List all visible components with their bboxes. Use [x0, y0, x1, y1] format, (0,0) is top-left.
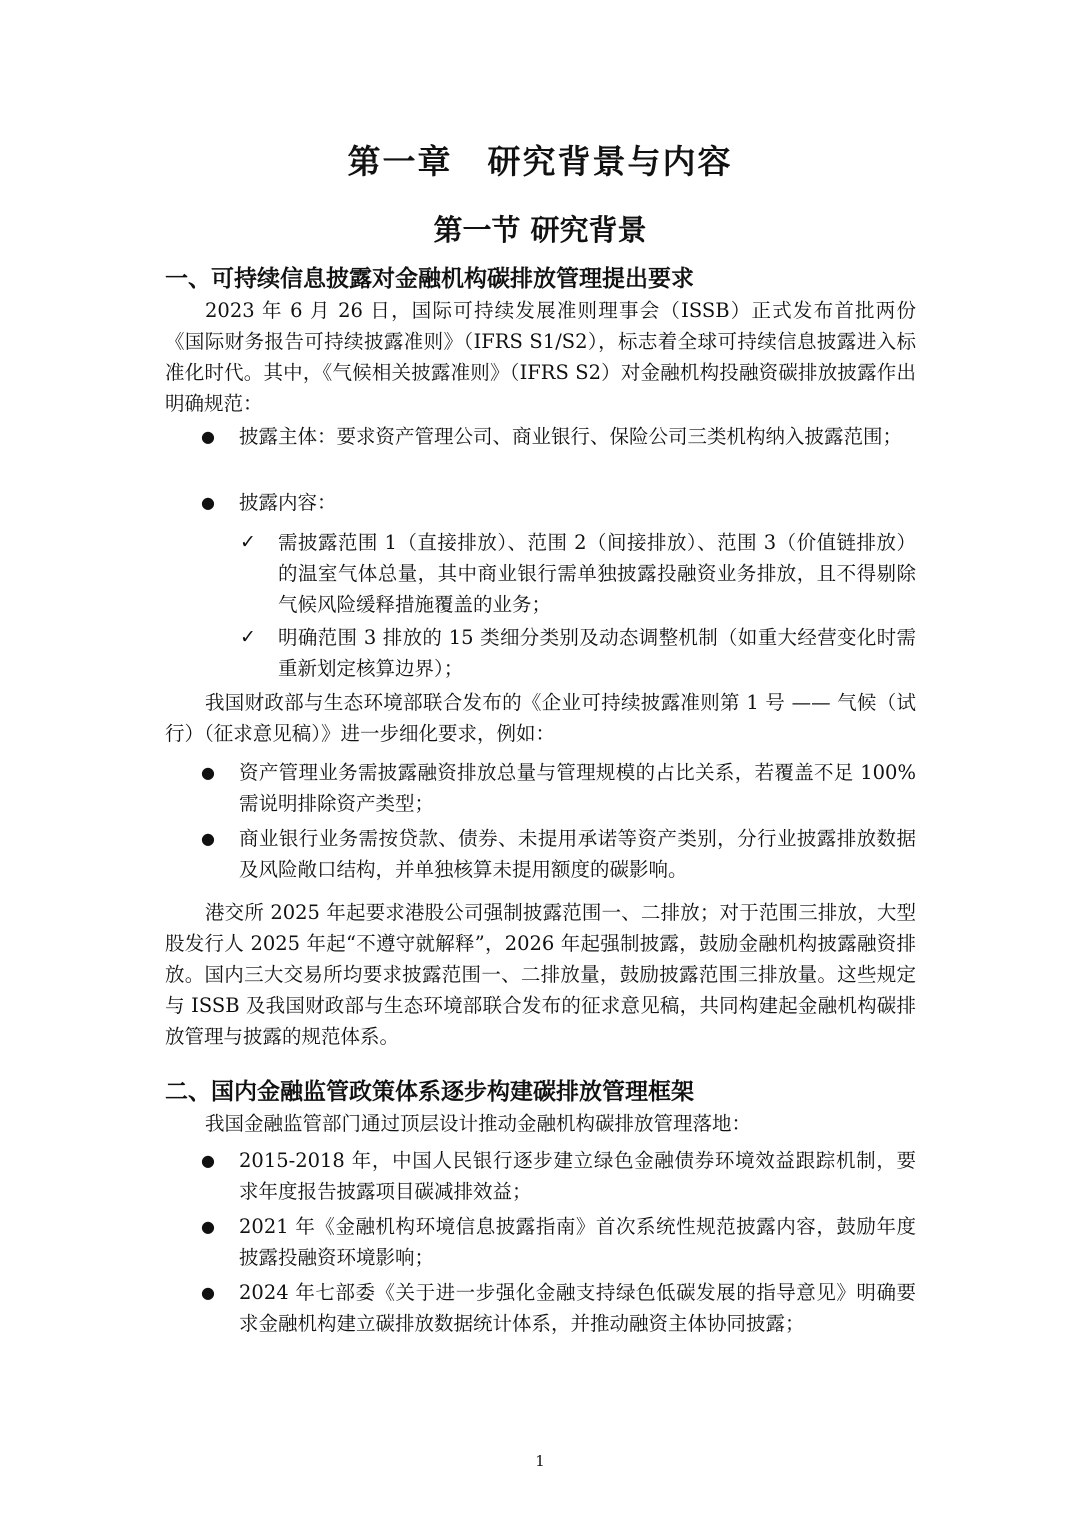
check-item [240, 527, 916, 620]
bullet-text: 2021 年《金融机构环境信息披露指南》首次系统性规范披露内容，鼓励年度披露投融资环境影响； [239, 1215, 916, 1269]
paragraph-1: 2023 年 6 月 26 日，国际可持续发展准则理事会（ISSB）正式发布首批两份《国际财务报告可持续披露准则》（IFRS S1/S2），标志着全球可持续信息披露进入标准化时代。其中，《气候相关披露准则》（IFRS S2）对金融机构投融资碳排放披露作出明确规范： [165, 299, 916, 415]
checkmark-icon: ✓ [240, 626, 256, 648]
bullet-text: 披露内容： [239, 491, 337, 514]
bullet-item [201, 823, 916, 885]
check-text: 需披露范围 1（直接排放）、范围 2（间接排放）、范围 3（价值链排放）的温室气体总量，其中商业银行需单独披露投融资业务排放，且不得剔除气候风险缓释措施覆盖的业务； [278, 531, 916, 616]
section-title: 第一节 研究背景 [433, 213, 647, 247]
bullet-icon: ● [201, 763, 215, 782]
bullet-text: 资产管理业务需披露融资排放总量与管理规模的占比关系，若覆盖不足 100% 需说明排除资产类型； [239, 761, 916, 815]
paragraph-3: 港交所 2025 年起要求港股公司强制披露范围一、二排放；对于范围三排放，大型股发行人 2025 年起“不遵守就解释”，2026 年起强制披露，鼓励金融机构披露融资排放。国内三大交易所均要求披露范围一、二排放量，鼓励披露范围三排放量。这些规定与 ISSB 及我国财政部与生态环境部联合发布的征求意见稿，共同构建起金融机构碳排放管理与披露的规范体系。 [165, 901, 916, 1048]
bullet-icon: ● [201, 427, 215, 446]
bullet-item [201, 757, 916, 819]
bullet-item [201, 1211, 916, 1273]
bullet-item [201, 1145, 916, 1207]
bullet-icon: ● [201, 1283, 215, 1302]
bullet-icon: ● [201, 493, 215, 512]
paragraph-4: 我国金融监管部门通过顶层设计推动金融机构碳排放管理落地： [205, 1112, 752, 1135]
heading-2: 二、国内金融监管政策体系逐步构建碳排放管理框架 [165, 1079, 694, 1105]
bullet-text: 披露主体：要求资产管理公司、商业银行、保险公司三类机构纳入披露范围； [239, 425, 903, 448]
bullet-text: 商业银行业务需按贷款、债券、未提用承诺等资产类别，分行业披露排放数据及风险敞口结构，并单独核算未提用额度的碳影响。 [239, 827, 916, 881]
bullet-icon: ● [201, 1217, 215, 1236]
bullet-text: 2015-2018 年，中国人民银行逐步建立绿色金融债券环境效益跟踪机制，要求年度报告披露项目碳减排效益； [239, 1149, 916, 1203]
bullet-item [201, 487, 916, 518]
check-text: 明确范围 3 排放的 15 类细分类别及动态调整机制（如重大经营变化时需重新划定核算边界）； [278, 626, 916, 680]
checkmark-icon: ✓ [240, 531, 256, 553]
bullet-icon: ● [201, 829, 215, 848]
bullet-icon: ● [201, 1151, 215, 1170]
check-item [240, 622, 916, 684]
paragraph-2: 我国财政部与生态环境部联合发布的《企业可持续披露准则第 1 号 —— 气候（试行）（征求意见稿）》进一步细化要求，例如： [165, 691, 916, 745]
bullet-text: 2024 年七部委《关于进一步强化金融支持绿色低碳发展的指导意见》明确要求金融机构建立碳排放数据统计体系，并推动融资主体协同披露； [239, 1281, 916, 1335]
page-number: 1 [535, 1452, 545, 1470]
chapter-title: 第一章 研究背景与内容 [347, 142, 733, 181]
heading-1: 一、可持续信息披露对金融机构碳排放管理提出要求 [165, 266, 694, 292]
bullet-item [201, 421, 916, 452]
bullet-item [201, 1277, 916, 1339]
